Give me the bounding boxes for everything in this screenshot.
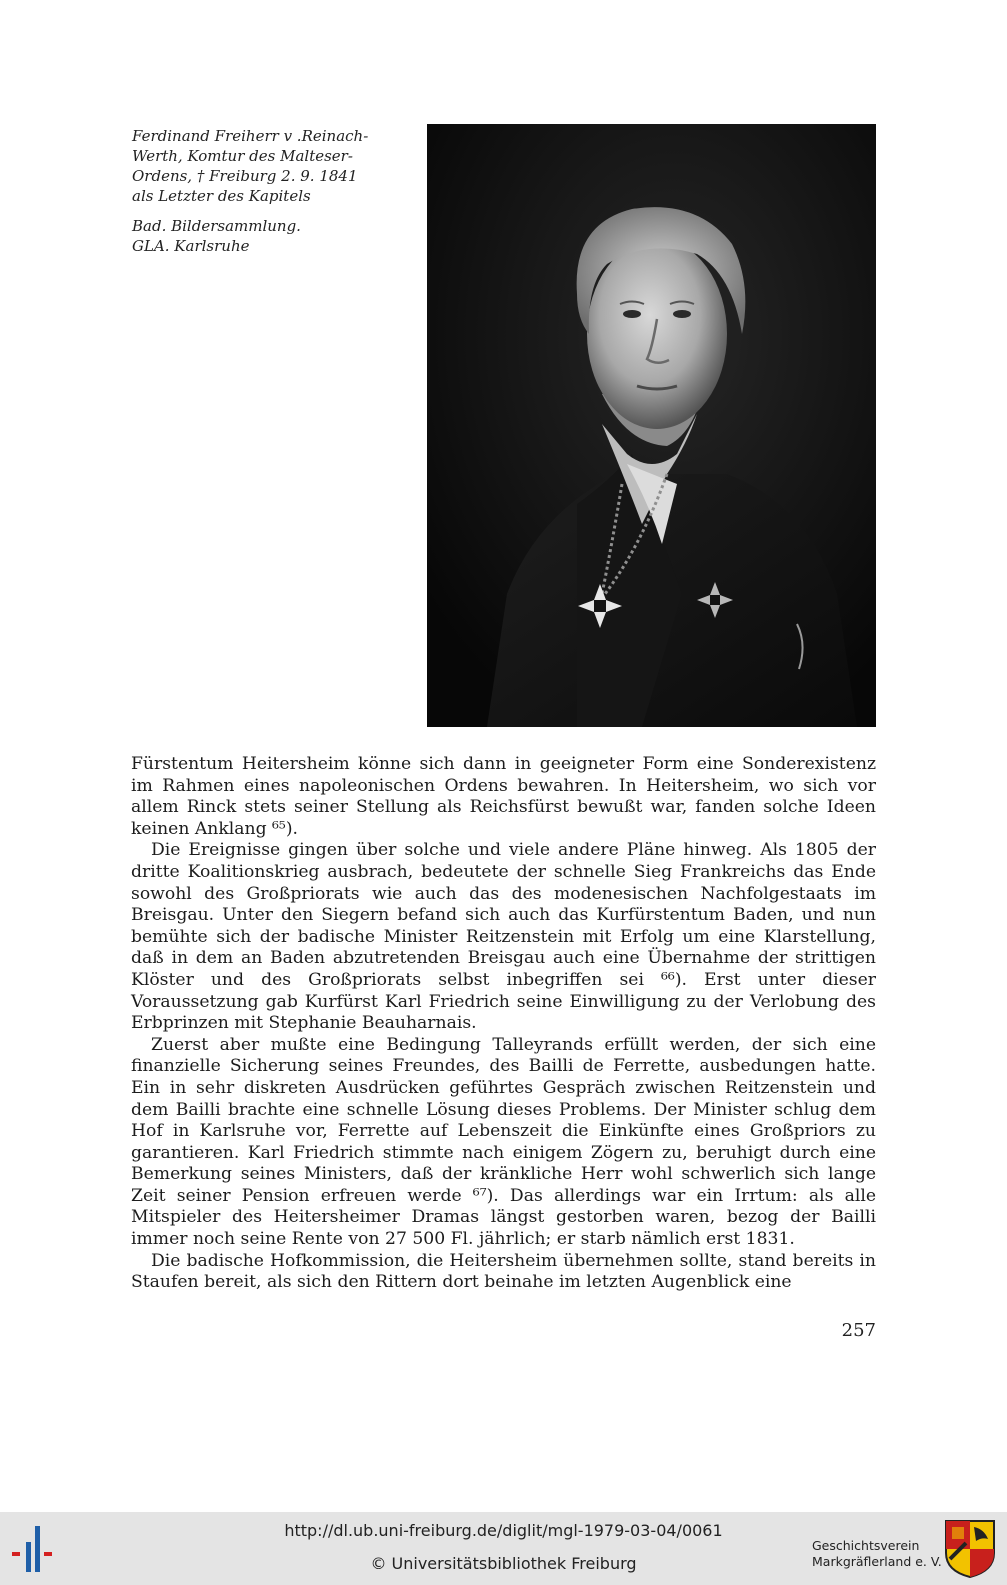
source-url[interactable]: http://dl.ub.uni-freiburg.de/diglit/mgl-1979-03-04/0061 xyxy=(284,1521,723,1540)
caption-line: Werth, Komtur des Malteser- xyxy=(132,147,353,165)
page-number: 257 xyxy=(841,1320,876,1341)
article-body xyxy=(131,754,876,1294)
footer-bar xyxy=(0,1512,1007,1585)
copyright-notice: © Universitätsbibliothek Freiburg xyxy=(370,1554,637,1573)
society-name-line: Markgräflerland e. V. xyxy=(812,1554,942,1569)
caption-source-line: Bad. Bildersammlung. xyxy=(132,217,301,235)
caption-line: als Letzter des Kapitels xyxy=(132,187,311,205)
caption-line: Ferdinand Freiherr v .Reinach- xyxy=(132,127,369,145)
figure-caption xyxy=(132,126,392,256)
caption-source xyxy=(132,216,392,256)
coat-of-arms-icon xyxy=(944,1519,996,1583)
society-name-line: Geschichtsverein xyxy=(812,1538,920,1553)
caption-source-line: GLA. Karlsruhe xyxy=(132,237,250,255)
paragraph: Die Ereignisse gingen über solche und viele andere Pläne hinweg. Als 1805 der dritte Koalitionskrieg ausbrach, bedeutete der schnelle Sieg Frankreichs das Ende sowohl des Großpriorats wie auch das des modenesischen Nachfolgestaats im Breisgau. Unter den Siegern befand sich auch das Kurfürstentum Baden, und nun bemühte sich der badische Minister Reitzenstein mit Erfolg um eine Klarstellung, daß in dem an Baden abzutretenden Breisgau auch eine Übernahme der strittigen Klöster und des Großpriorats selbst inbegriffen sei ⁶⁶). Erst unter dieser Voraussetzung gab Kurfürst Karl Friedrich seine Einwilligung zu der Verlobung des Erbprinzen mit Stephanie Beauharnais. xyxy=(131,840,876,1034)
paragraph: Zuerst aber mußte eine Bedingung Talleyrands erfüllt werden, der sich eine finanzielle Sicherung seines Freundes, des Bailli de Ferrette, ausbedungen hatte. Ein in sehr diskreten Ausdrücken geführtes Gespräch zwischen Reitzenstein und dem Bailli brachte eine schnelle Lösung dieses Problems. Der Minister schlug dem Hof in Karlsruhe vor, Ferrette auf Lebenszeit die Einkünfte eines Großpriors zu garantieren. Karl Friedrich stimmte nach einigem Zögern zu, beruhigt durch eine Bemerkung seines Ministers, daß der kränkliche Herr wohl schwerlich sich lange Zeit seiner Pension erfreuen werde ⁶⁷). Das allerdings war ein Irrtum: als alle Mitspieler des Heitersheimer Dramas längst gestorben waren, bezog der Bailli immer noch seine Rente von 27 500 Fl. jährlich; er starb nämlich erst 1831. xyxy=(131,1034,876,1250)
caption-line: Ordens, † Freiburg 2. 9. 1841 xyxy=(132,167,358,185)
society-name xyxy=(812,1538,944,1570)
paragraph: Die badische Hofkommission, die Heitersheim übernehmen sollte, stand bereits in Staufen bereit, als sich den Rittern dort beinahe im letzten Augenblick eine xyxy=(131,1250,876,1293)
paragraph: Fürstentum Heitersheim könne sich dann in geeigneter Form eine Sonderexistenz im Rahmen eines napoleonischen Ordens bewahren. In Heitersheim, wo sich vor allem Rinck stets seiner Stellung als Reichsfürst bewußt war, fanden solche Ideen keinen Anklang ⁶⁵). xyxy=(131,754,876,839)
portrait-photo xyxy=(427,124,876,727)
